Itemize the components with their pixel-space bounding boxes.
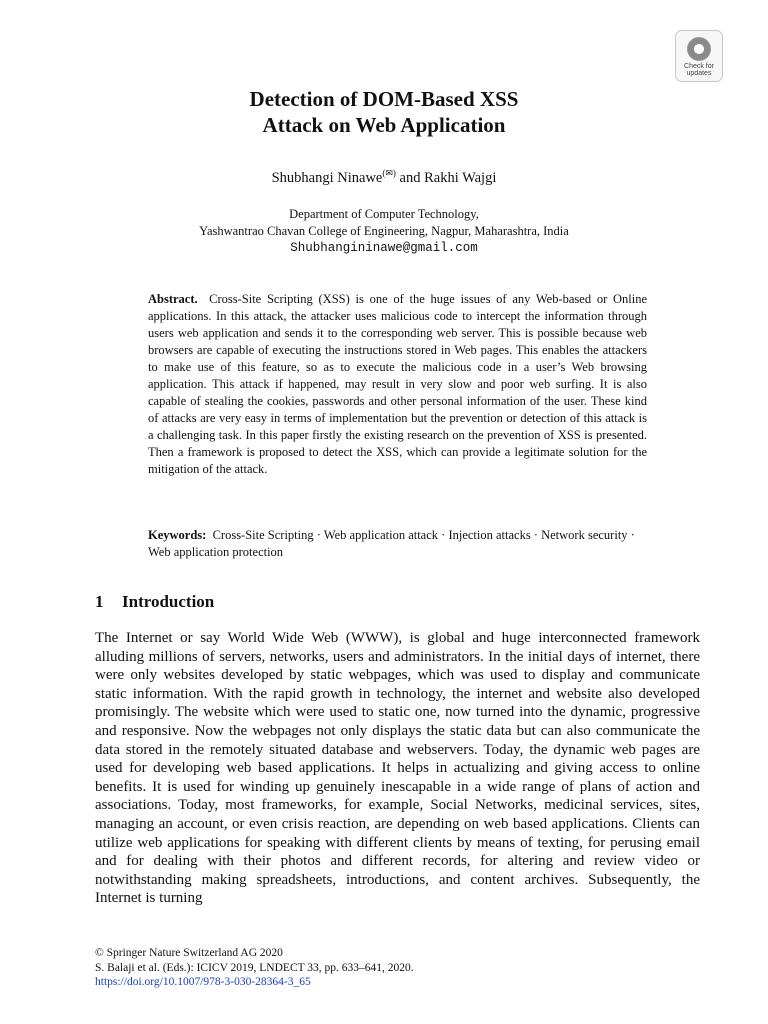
section-title: Introduction [122,592,215,611]
author-1: Shubhangi Ninawe [271,170,383,186]
title-line-1: Detection of DOM-Based XSS [249,87,519,111]
body-paragraph: The Internet or say World Wide Web (WWW), is global and huge interconnected framework alluding millions of servers, networks, users and administrators. In the initial days of internet, there were only websites developed by static webpages, which was used to display and communicate static information. With the rapid growth in technology, the internet and website also developed promisingly. The website which were used to static one, now turned into the dynamic, progressive and responsive. Now the webpages not only displays the static data but can also communicate the data stored in the remotely situated database and webservers. Today, the dynamic web pages are used for developing web based applications. It helps in actualizing and giving access to online benefits. It is used for winding up genuinely inescapable in a wide range of plans of action and associations. Today, most frameworks, for example, Social Networks, medicinal services, sites, managing an account, or even crisis reaction, are depending on web based applications. Clients can utilize web applications for speaking with different clients by means of texting, for perusing email and for dealing with their photos and different records, for altering and review video or notwithstanding making spreadsheets, introductions, and content archives. Subsequently, the Internet is turning [95,630,700,907]
author-2: Rakhi Wajgi [424,170,497,186]
footer [95,946,700,990]
author-conjunction: and [395,170,425,186]
footer-citation: S. Balaji et al. (Eds.): ICICV 2019, LNDECT 33, pp. 633–641, 2020. [95,961,414,974]
paper-title [0,86,768,138]
abstract [148,291,647,478]
section-heading [95,592,214,612]
abstract-text: Cross-Site Scripting (XSS) is one of the huge issues of any Web-based or Online applications. In this attack, the attacker uses malicious code to intercept the information through users web application and sends it to the corresponding web server. This is possible because web browsers are capable of executing the instructions stored in Web pages. This enables the attackers to make use of this feature, so as to execute the malicious code in a user’s Web browsing application. This attack if happened, may result in very slow and poor web surfing. It is also capable of stealing the cookies, passwords and other personal information of the user. These kind of attacks are very easy in terms of implementation but the prevention or detection of this attack is a challenging task. In this paper firstly the existing research on the prevention of XSS is presented. Then a framework is proposed to detect the XSS, which can provide a legitimate solution for the mitigation of the attack. [148,292,648,476]
check-for-updates-badge[interactable] [675,30,723,82]
keywords-text: Cross-Site Scripting · Web application attack · Injection attacks · Network security · Web application protection [148,528,635,559]
footer-copyright: © Springer Nature Switzerland AG 2020 [95,947,283,959]
badge-label: Check for updates [684,63,714,77]
doi-link[interactable]: https://doi.org/10.1007/978-3-030-28364-3_65 [95,976,311,988]
section-number: 1 [95,592,104,611]
affiliation-college: Yashwantrao Chavan College of Engineering, Nagpur, Maharashtra, India [199,224,569,238]
author-list [0,168,768,187]
envelope-icon: (✉) [382,168,396,178]
keywords [148,527,647,561]
crossmark-icon [687,37,711,61]
abstract-label: Abstract. [148,292,198,306]
affiliation-dept: Department of Computer Technology, [289,207,479,221]
author-email[interactable]: Shubhangininawe@gmail.com [290,241,478,255]
title-line-2: Attack on Web Application [262,113,506,137]
affiliation [0,206,768,257]
keywords-label: Keywords: [148,528,207,542]
